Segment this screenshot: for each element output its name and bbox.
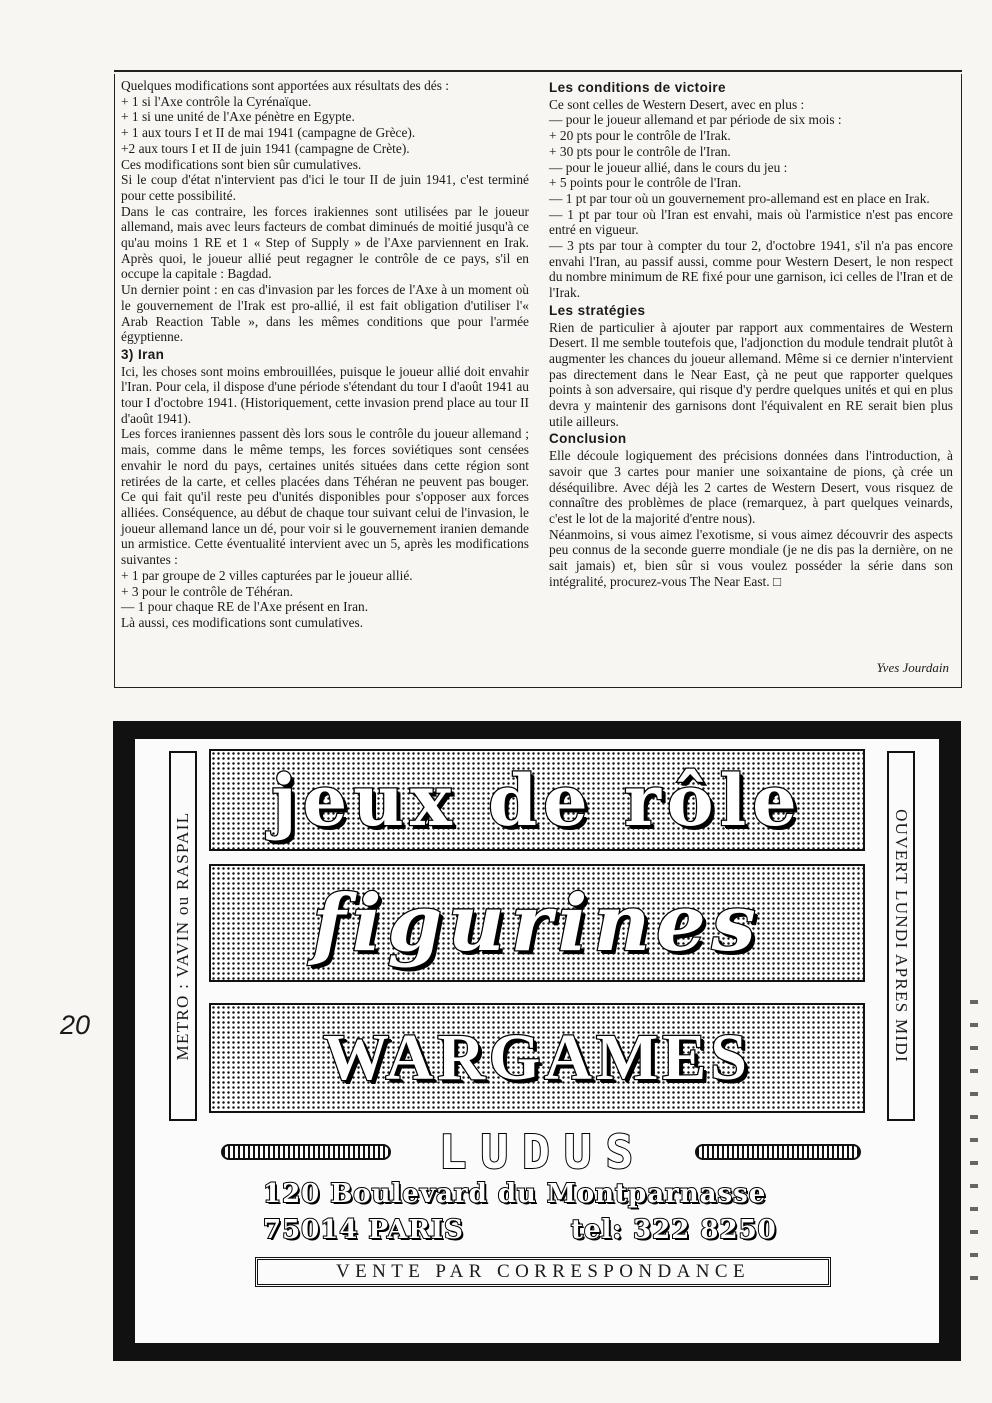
paragraph: — 1 pt par tour où un gouvernement pro-allemand est en place en Irak. (549, 190, 930, 206)
author-signature: Yves Jourdain (876, 660, 949, 675)
banner-wargames (209, 1003, 865, 1113)
paragraph: + 1 si l'Axe contrôle la Cyrénaïque. (121, 93, 312, 109)
paragraph: — 3 pts par tour à compter du tour 2, d'octobre 1941, s'il n'a pas encore envahi l'Iran, au passif aussi, comme pour Western Desert, le non respect du nombre minimum de RE fixé pour une garnison, ici celles de l'Iran et de l'Irak. (549, 238, 953, 301)
section-heading: 3) Iran (121, 346, 165, 362)
paragraph: Ces modifications sont bien sûr cumulatives. (121, 156, 362, 172)
paragraph: Elle découle logiquement des précisions données dans l'introduction, à savoir que 3 cartes pour manier une soixantaine de pions, çà crée un déséquilibre. Avec déjà les 2 cartes de Western Desert, vous risquez de connaître des problèmes de place (remarquez, à part quelques veinards, c'est le lot de la majorité d'entre nous). (549, 448, 953, 526)
paragraph: + 30 pts pour le contrôle de l'Iran. (549, 143, 731, 159)
advertisement (113, 721, 961, 1361)
paragraph: + 1 si une unité de l'Axe pénètre en Egypte. (121, 109, 355, 125)
address-city: 75014 PARIS (263, 1215, 464, 1245)
section-heading: Les stratégies (549, 302, 646, 318)
hours-text: OUVERT LUNDI APRES MIDI (892, 809, 911, 1063)
paragraph: — pour le joueur allemand et par période de six mois : (549, 112, 842, 128)
banner-jeux-de-role (209, 749, 865, 851)
paragraph: Ce sont celles de Western Desert, avec en plus : (549, 96, 805, 112)
paragraph: Si le coup d'état n'intervient pas d'ici le tour II de juin 1941, c'est terminé pour cette possibilité. (121, 172, 529, 203)
hours-side-label (887, 751, 915, 1121)
section-heading: Conclusion (549, 431, 627, 447)
banner1-text: jeux de rôle (271, 758, 803, 842)
shop-name: LUDUS (438, 1125, 648, 1179)
paragraph: — 1 pt par tour où l'Iran est envahi, mais où l'armistice n'est pas encore entré en vigueur. (549, 206, 953, 238)
top-rule (114, 70, 962, 72)
mail-order-label: VENTE PAR CORRESPONDANCE (255, 1257, 831, 1287)
metro-side-label (169, 751, 197, 1121)
paragraph: + 3 pour le contrôle de Téhéran. (121, 583, 294, 599)
paragraph: + 1 par groupe de 2 villes capturées par le joueur allié. (121, 567, 413, 583)
paragraph: Là aussi, ces modifications sont cumulatives. (121, 614, 364, 630)
paragraph: — 1 pour chaque RE de l'Axe présent en Iran. (121, 599, 369, 615)
address-street: 120 Boulevard du Montparnasse (263, 1179, 767, 1209)
paragraph: Les forces iraniennes passent dès lors sous le contrôle du joueur allemand ; mais, comme dans le même temps, les forces soviétiques sont censées envahir le nord du pays, certaines unités situées dans cette région sont retirées de la carte, et celles placées dans Téhéran ne peuvent pas bouger. Ce qui fait qu'il reste peu d'unités disponibles pour s'opposer aux forces alliées. Conséquence, au début de chaque tour suivant celui de l'invasion, le joueur allemand lance un dé, pour voir si le gouvernement iranien demande un armistice. Cette éventualité intervient avec un 5, après les modifications suivantes : (121, 426, 529, 568)
advertisement-inner (135, 739, 939, 1343)
paragraph: — pour le joueur allié, dans le cours du jeu : (549, 159, 788, 175)
page-edge-marks (964, 1000, 984, 1300)
article-box (114, 74, 962, 688)
ludus-row (221, 1127, 861, 1177)
section-heading: Les conditions de victoire (549, 80, 726, 95)
paragraph: Un dernier point : en cas d'invasion par les forces de l'Axe à un moment où le gouvernement de l'Irak est pro-allié, il est fait obligation d'utiliser l'« Arab Reaction Table », dans les mêmes conditions que pour l'armée égyptienne. (121, 282, 529, 345)
paragraph: Ici, les choses sont moins embrouillées, puisque le joueur allié doit envahir l'Iran. Pour cela, il dispose d'une période s'étendant du tour I d'août 1941 au tour I d'octobre 1941. (Historiquement, cette invasion prend place au tour II d'août 1941). (121, 363, 529, 426)
paragraph: + 1 aux tours I et II de mai 1941 (campagne de Grèce). (121, 125, 416, 141)
coil-decoration-right (695, 1144, 861, 1160)
coil-decoration-left (221, 1144, 391, 1160)
paragraph: Quelques modifications sont apportées aux résultats des dés : (121, 78, 449, 93)
paragraph: + 20 pts pour le contrôle de l'Irak. (549, 128, 731, 144)
paragraph: Dans le cas contraire, les forces irakiennes sont utilisées par le joueur allemand, mais avec leurs facteurs de combat diminués de moitié jusqu'à ce qu'au moins 1 RE et 1 « Step of Supply » de l'Axe parviennent en Irak. Après quoi, le joueur allié peut regagner le contrôle de ce pays, s'il en occupe la capitale : Bagdad. (121, 203, 529, 282)
right-column (549, 78, 953, 590)
paragraph: + 5 points pour le contrôle de l'Iran. (549, 175, 742, 191)
paragraph: Rien de particulier à ajouter par rapport aux commentaires de Western Desert. Il me semble toutefois que, l'adjonction du module tendrait plutôt à augmenter les chances du joueur allemand. Même si ce dernier n'intervient pas directement dans le Near East, çà ne peut que rapporter quelques points à son adversaire, qui risque d'y perdre quelques unités et qui en plus devra y maintenir des garnisons dont l'équivalent en RE serait bien plus utile ailleurs. (549, 319, 953, 429)
metro-text: METRO : VAVIN ou RASPAIL (173, 811, 192, 1061)
banner-figurines (209, 864, 865, 982)
banner3-text: WARGAMES (322, 1021, 752, 1094)
paragraph: +2 aux tours I et II de juin 1941 (campagne de Crète). (121, 140, 410, 156)
phone-number: tel: 322 8250 (571, 1215, 777, 1245)
paragraph: Néanmoins, si vous aimez l'exotisme, si vous aimez découvrir des aspects peu connus de la seconde guerre mondiale (je ne dis pas la dernière, on ne sait jamais) et, bien sûr si vous voulez posséder la série dans son intégralité, procurez-vous The Near East. □ (549, 526, 953, 589)
left-column (121, 78, 529, 631)
page-number: 20 (60, 1010, 91, 1040)
banner2-text: figurines (312, 877, 762, 969)
